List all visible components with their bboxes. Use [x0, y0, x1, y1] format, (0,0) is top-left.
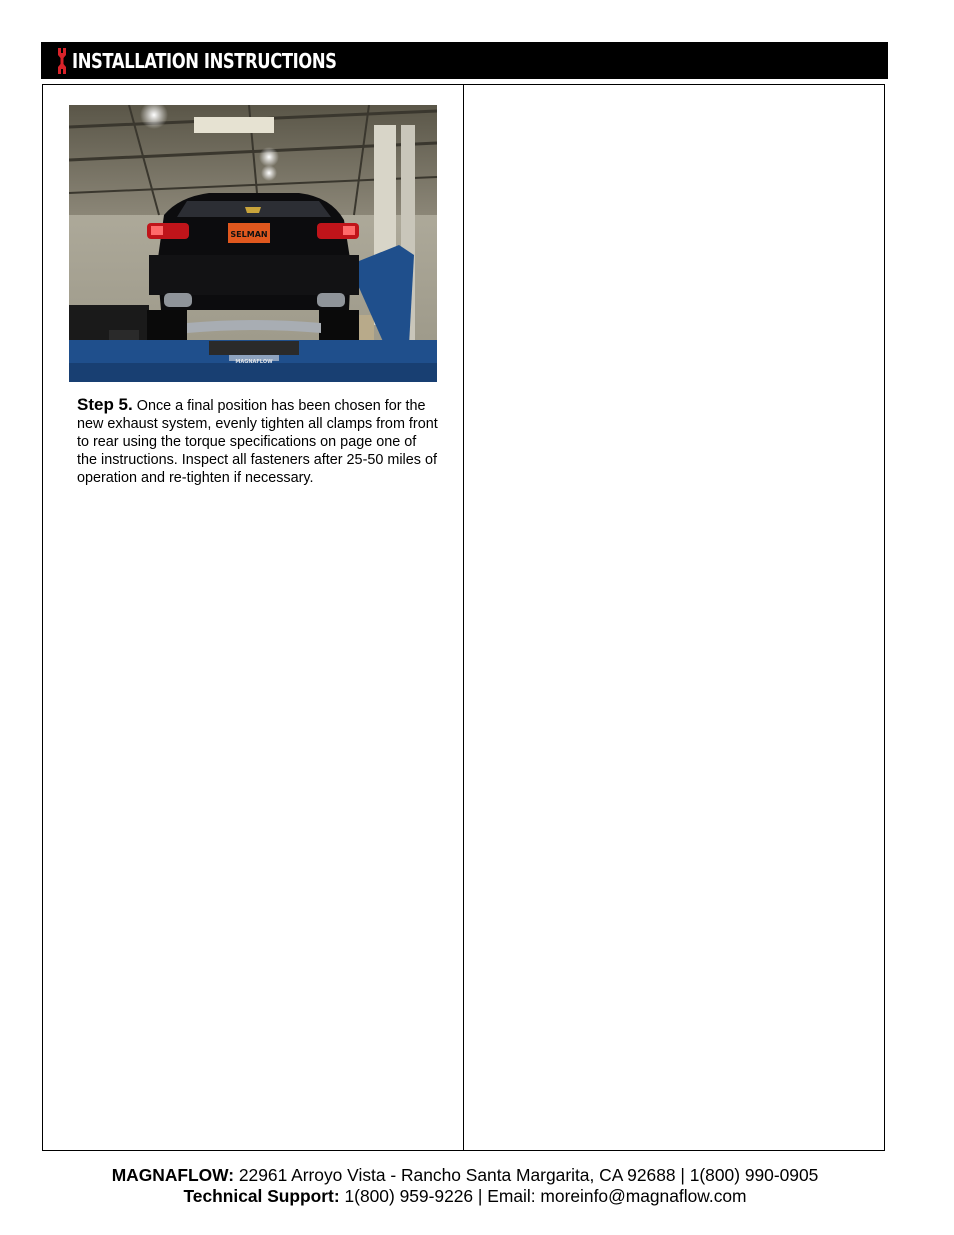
footer-address-line	[0, 1165, 930, 1186]
step-label: Step 5.	[77, 395, 133, 414]
header-bar	[41, 42, 888, 79]
support-info: 1(800) 959-9226 | Email: moreinfo@magnaflow.com	[344, 1186, 747, 1206]
step-5-text	[77, 396, 439, 487]
footer	[0, 1165, 930, 1207]
company-address: 22961 Arroyo Vista - Rancho Santa Margarita, CA 92688 | 1(800) 990-0905	[238, 1165, 819, 1185]
footer-support-line	[0, 1186, 930, 1207]
wrench-icon	[57, 48, 67, 74]
plate-text: SELMAN	[230, 230, 268, 239]
support-label: Technical Support:	[183, 1186, 340, 1206]
car-exhaust-photo	[69, 105, 437, 382]
header-title: INSTALLATION INSTRUCTIONS	[72, 48, 337, 73]
content-table	[42, 84, 885, 1151]
step-description: Once a final position has been chosen for the new exhaust system, evenly tighten all clamps from front to rear using the torque specifications on page one of the instructions. Inspect all fasteners after 25-50 miles of operation and re-tighten if necessary.	[77, 398, 438, 486]
lift-brand-text: MAGNAFLOW	[235, 359, 273, 365]
column-divider	[463, 85, 464, 1150]
company-label: MAGNAFLOW:	[111, 1165, 235, 1185]
